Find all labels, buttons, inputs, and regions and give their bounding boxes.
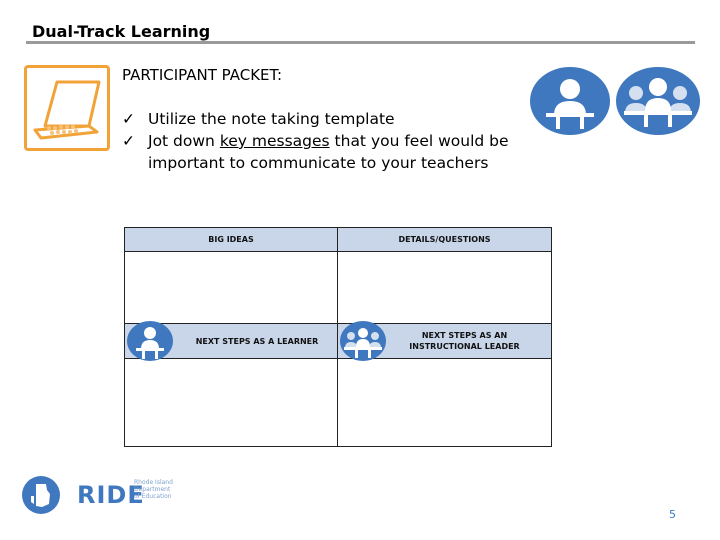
title-underline [26,41,695,44]
group-learners-icon [340,321,386,361]
bullet-note-template [122,108,509,130]
bullet-text-end: that you feel would be [329,132,509,150]
ride-logo [22,476,182,516]
ride-subtext: Rhode Island Department of Education [134,479,173,500]
packet-title: PARTICIPANT PACKET: [122,66,283,84]
single-learner-icon [530,67,610,135]
single-learner-icon [127,321,173,361]
next-steps-leader-header [338,324,552,359]
bullet-continuation [122,152,509,174]
next-steps-learner-header [125,324,338,359]
laptop-icon [24,65,110,151]
bullet-continuation-text: important to communicate to your teachers [148,154,489,172]
next-steps-leader-label: NEXT STEPS AS AN INSTRUCTIONAL LEADER [409,331,520,351]
big-ideas-notes-cell[interactable] [125,252,338,324]
details-questions-header: DETAILS/QUESTIONS [338,228,552,252]
checkmark-icon: ✓ [122,132,135,150]
bullet-key-messages [122,130,509,152]
ride-wordmark: RIDE [77,481,145,509]
big-ideas-header: BIG IDEAS [125,228,338,252]
next-steps-learner-notes-cell[interactable] [125,359,338,447]
bullet-text-start: Jot down [148,132,220,150]
group-learners-icon [616,67,700,135]
note-taking-template [124,227,552,447]
page-number: 5 [669,508,676,521]
rhode-island-state-icon [22,476,60,514]
checkmark-icon: ✓ [122,110,135,128]
next-steps-leader-notes-cell[interactable] [338,359,552,447]
key-messages-emphasis: key messages [219,132,330,150]
slide-title: Dual-Track Learning [32,22,211,41]
instruction-list [122,108,509,174]
bullet-text: Utilize the note taking template [148,110,395,128]
details-questions-notes-cell[interactable] [338,252,552,324]
bullet-text [148,130,509,152]
next-steps-learner-label: NEXT STEPS AS A LEARNER [195,336,319,346]
